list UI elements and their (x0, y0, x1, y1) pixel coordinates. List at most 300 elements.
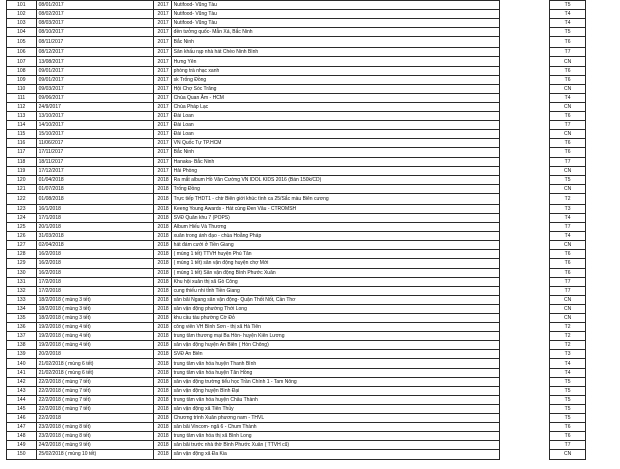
spacer-cell (500, 241, 550, 250)
table-row (7, 102, 586, 111)
spacer-cell (500, 414, 550, 423)
table-row (7, 19, 586, 28)
year-cell: 2018 (154, 432, 171, 441)
spacer-cell (500, 166, 550, 175)
venue-cell: sk Trống Đồng (171, 75, 499, 84)
spacer-cell (500, 441, 550, 450)
table-row (7, 304, 586, 313)
spacer-cell (500, 48, 550, 57)
weekday-cell: CN (550, 130, 586, 139)
weekday-cell: T5 (550, 175, 586, 184)
date-cell: 01/07/2018 (36, 184, 154, 193)
row-number-cell: 112 (7, 102, 37, 111)
date-cell: 02/04/2018 (36, 241, 154, 250)
venue-cell: Ra mắt album Hồ Văn Cường VN IDOL KIDS 2016 (Bán 150k/CD) (171, 175, 499, 184)
date-cell: 18/2/2018 ( mùng 3 tết) (36, 314, 154, 323)
spacer-cell (500, 130, 550, 139)
weekday-cell: T6 (550, 66, 586, 75)
year-cell: 2017 (154, 148, 171, 157)
date-cell: 19/2/2018 ( mùng 4 tết) (36, 341, 154, 350)
year-cell: 2018 (154, 441, 171, 450)
table-row (7, 48, 586, 57)
year-cell: 2017 (154, 157, 171, 166)
table-row (7, 139, 586, 148)
venue-cell: sân vận động xã Tiên Thủy (171, 404, 499, 413)
table-row (7, 37, 586, 48)
year-cell: 2017 (154, 166, 171, 175)
row-number-cell: 113 (7, 112, 37, 121)
row-number-cell: 149 (7, 441, 37, 450)
row-number-cell: 122 (7, 193, 37, 204)
year-cell: 2018 (154, 341, 171, 350)
date-cell: 15/10/2017 (36, 130, 154, 139)
year-cell: 2017 (154, 84, 171, 93)
venue-cell: phòng trà nhạc xanh (171, 66, 499, 75)
spacer-cell (500, 75, 550, 84)
year-cell: 2017 (154, 19, 171, 28)
venue-cell: Đài Loan (171, 112, 499, 121)
year-cell: 2018 (154, 404, 171, 413)
row-number-cell: 137 (7, 332, 37, 341)
weekday-cell: T2 (550, 323, 586, 332)
spacer-cell (500, 28, 550, 37)
date-cell: 16/2/2018 (36, 268, 154, 277)
row-number-cell: 138 (7, 341, 37, 350)
year-cell: 2018 (154, 304, 171, 313)
year-cell: 2017 (154, 75, 171, 84)
row-number-cell: 134 (7, 304, 37, 313)
year-cell: 2018 (154, 250, 171, 259)
spacer-cell (500, 232, 550, 241)
table-row (7, 175, 586, 184)
row-number-cell: 124 (7, 213, 37, 222)
table-row (7, 386, 586, 395)
weekday-cell: T2 (550, 332, 586, 341)
date-cell: 19/2/2018 ( mùng 4 tết) (36, 332, 154, 341)
table-row (7, 286, 586, 295)
table-row (7, 10, 586, 19)
venue-cell: Album Hiếu Và Thương (171, 223, 499, 232)
date-cell: 16/2/2018 (36, 259, 154, 268)
date-cell: 24/2/2018 ( mùng 9 tết) (36, 441, 154, 450)
year-cell: 2017 (154, 121, 171, 130)
row-number-cell: 142 (7, 377, 37, 386)
date-cell: 22/2/2018 ( mùng 7 tết) (36, 395, 154, 404)
weekday-cell: CN (550, 184, 586, 193)
table-row (7, 1, 586, 10)
spacer-cell (500, 332, 550, 341)
spacer-cell (500, 223, 550, 232)
table-row (7, 395, 586, 404)
venue-cell: Bắc Ninh (171, 148, 499, 157)
spacer-cell (500, 314, 550, 323)
row-number-cell: 136 (7, 323, 37, 332)
table-row (7, 377, 586, 386)
year-cell: 2018 (154, 204, 171, 213)
venue-cell: Trực tiếp THDT1 - chtr Biên giới khúc tình ca 25/Sắc màu Biên cương (171, 193, 499, 204)
row-number-cell: 114 (7, 121, 37, 130)
row-number-cell: 144 (7, 395, 37, 404)
row-number-cell: 119 (7, 166, 37, 175)
spacer-cell (500, 395, 550, 404)
weekday-cell: T4 (550, 232, 586, 241)
row-number-cell: 148 (7, 432, 37, 441)
row-number-cell: 110 (7, 84, 37, 93)
venue-cell: Nutifood- Vũng Tàu (171, 19, 499, 28)
year-cell: 2017 (154, 10, 171, 19)
weekday-cell: CN (550, 102, 586, 111)
spacer-cell (500, 404, 550, 413)
table-row (7, 432, 586, 441)
spacer-cell (500, 19, 550, 28)
date-cell: 17/11/2017 (36, 148, 154, 157)
spacer-cell (500, 102, 550, 111)
venue-cell: ( mùng 1 tết) TTVH huyện Phú Tân (171, 250, 499, 259)
spacer-cell (500, 139, 550, 148)
year-cell: 2018 (154, 350, 171, 359)
table-row (7, 93, 586, 102)
row-number-cell: 127 (7, 241, 37, 250)
table-row (7, 259, 586, 268)
spacer-cell (500, 250, 550, 259)
table-row (7, 232, 586, 241)
date-cell: 18/11/2017 (36, 157, 154, 166)
weekday-cell: T2 (550, 341, 586, 350)
table-row (7, 57, 586, 66)
spacer-cell (500, 10, 550, 19)
venue-cell: Hanaka- Bắc Ninh (171, 157, 499, 166)
table-row (7, 450, 586, 459)
spacer-cell (500, 386, 550, 395)
weekday-cell: CN (550, 304, 586, 313)
venue-cell: Hội Chợ Sóc Trăng (171, 84, 499, 93)
year-cell: 2018 (154, 395, 171, 404)
weekday-cell: T6 (550, 268, 586, 277)
weekday-cell: T6 (550, 259, 586, 268)
table-row (7, 66, 586, 75)
spacer-cell (500, 377, 550, 386)
weekday-cell: T4 (550, 368, 586, 377)
table-row (7, 295, 586, 304)
venue-cell: Đài Loan (171, 130, 499, 139)
date-cell: 08/02/2017 (36, 10, 154, 19)
venue-cell: Bắc Ninh (171, 37, 499, 48)
table-row (7, 368, 586, 377)
venue-cell: Hưng Yên (171, 57, 499, 66)
venue-cell: SVĐ Quân khu 7 (POPS) (171, 213, 499, 222)
date-cell: 31/03/2018 (36, 232, 154, 241)
table-row (7, 213, 586, 222)
table-row (7, 166, 586, 175)
date-cell: 20/2/2018 (36, 350, 154, 359)
date-cell: 08/03/2017 (36, 19, 154, 28)
table-row (7, 148, 586, 157)
weekday-cell: T3 (550, 350, 586, 359)
table-row (7, 268, 586, 277)
spacer-cell (500, 213, 550, 222)
date-cell: 13/10/2017 (36, 112, 154, 121)
table-row (7, 223, 586, 232)
date-cell: 16/2/2018 (36, 250, 154, 259)
venue-cell: sân bãi Vincom- ngã 6 - Chum Thành (171, 423, 499, 432)
venue-cell: Nutifood- Vũng Tàu (171, 1, 499, 10)
venue-cell: sân bãi trước nhà thờ Bình Phước Xuân ( TTVH cũ) (171, 441, 499, 450)
weekday-cell: T6 (550, 148, 586, 157)
weekday-cell: T7 (550, 157, 586, 166)
spacer-cell (500, 368, 550, 377)
spacer-cell (500, 259, 550, 268)
spacer-cell (500, 277, 550, 286)
row-number-cell: 108 (7, 66, 37, 75)
date-cell: 08/12/2017 (36, 48, 154, 57)
row-number-cell: 118 (7, 157, 37, 166)
year-cell: 2018 (154, 286, 171, 295)
venue-cell: Keeng Young Awards - Hát cùng Đen Vâu - CTROMSH (171, 204, 499, 213)
weekday-cell: T7 (550, 121, 586, 130)
row-number-cell: 128 (7, 250, 37, 259)
weekday-cell: T4 (550, 93, 586, 102)
spacer-cell (500, 157, 550, 166)
row-number-cell: 120 (7, 175, 37, 184)
date-cell: 14/10/2017 (36, 121, 154, 130)
row-number-cell: 132 (7, 286, 37, 295)
date-cell: 17/1/2018 (36, 213, 154, 222)
weekday-cell: T7 (550, 48, 586, 57)
table-row (7, 157, 586, 166)
year-cell: 2017 (154, 28, 171, 37)
spacer-cell (500, 204, 550, 213)
row-number-cell: 121 (7, 184, 37, 193)
weekday-cell: T6 (550, 139, 586, 148)
venue-cell: Hải Phòng (171, 166, 499, 175)
weekday-cell: CN (550, 57, 586, 66)
row-number-cell: 130 (7, 268, 37, 277)
venue-cell: ( mùng 1 tết) Sân vận động Bình Phước Xuân (171, 268, 499, 277)
row-number-cell: 140 (7, 359, 37, 368)
date-cell: 17/2/2018 (36, 277, 154, 286)
year-cell: 2018 (154, 213, 171, 222)
spacer-cell (500, 66, 550, 75)
weekday-cell: T5 (550, 377, 586, 386)
table-body (7, 1, 586, 460)
table-row (7, 404, 586, 413)
weekday-cell: CN (550, 314, 586, 323)
venue-cell: Chùa Quan Âm - HCM (171, 93, 499, 102)
weekday-cell: T7 (550, 223, 586, 232)
spacer-cell (500, 57, 550, 66)
date-cell: 18/2/2018 ( mùng 3 tết) (36, 295, 154, 304)
performance-schedule-table (6, 0, 586, 460)
weekday-cell: T6 (550, 37, 586, 48)
table-row (7, 130, 586, 139)
weekday-cell: T5 (550, 386, 586, 395)
year-cell: 2017 (154, 48, 171, 57)
weekday-cell: T5 (550, 395, 586, 404)
row-number-cell: 143 (7, 386, 37, 395)
weekday-cell: CN (550, 84, 586, 93)
table-row (7, 204, 586, 213)
year-cell: 2018 (154, 323, 171, 332)
year-cell: 2018 (154, 193, 171, 204)
row-number-cell: 126 (7, 232, 37, 241)
year-cell: 2017 (154, 37, 171, 48)
year-cell: 2018 (154, 223, 171, 232)
spacer-cell (500, 268, 550, 277)
row-number-cell: 150 (7, 450, 37, 459)
date-cell: 17/2/2018 (36, 286, 154, 295)
venue-cell: Trống Đồng (171, 184, 499, 193)
table-row (7, 193, 586, 204)
venue-cell: SVĐ An Biên (171, 350, 499, 359)
venue-cell: cung thiếu nhi tỉnh Tiền Giang (171, 286, 499, 295)
venue-cell: Chùa Pháp Lạc (171, 102, 499, 111)
weekday-cell: T3 (550, 204, 586, 213)
weekday-cell: T7 (550, 286, 586, 295)
year-cell: 2018 (154, 175, 171, 184)
table-row (7, 423, 586, 432)
weekday-cell: T5 (550, 28, 586, 37)
row-number-cell: 104 (7, 28, 37, 37)
spacer-cell (500, 84, 550, 93)
spacer-cell (500, 359, 550, 368)
spacer-cell (500, 112, 550, 121)
venue-cell: trung tâm văn hóa huyện Thanh Bình (171, 359, 499, 368)
date-cell: 19/2/2018 ( mùng 4 tết) (36, 323, 154, 332)
year-cell: 2017 (154, 1, 171, 10)
date-cell: 22/2/2018 ( mùng 7 tết) (36, 386, 154, 395)
row-number-cell: 103 (7, 19, 37, 28)
date-cell: 24/9/2017 (36, 102, 154, 111)
weekday-cell: T5 (550, 404, 586, 413)
venue-cell: Chương trình Xuân phương nam - THVL (171, 414, 499, 423)
venue-cell: trung tâm văn hóa huyện Châu Thành (171, 395, 499, 404)
weekday-cell: CN (550, 450, 586, 459)
year-cell: 2018 (154, 368, 171, 377)
date-cell: 08/10/2017 (36, 28, 154, 37)
year-cell: 2018 (154, 359, 171, 368)
row-number-cell: 109 (7, 75, 37, 84)
venue-cell: sân bãi Ngang sân vận động- Quận Thốt Nốt, Cần Thơ (171, 295, 499, 304)
date-cell: 23/2/2018 ( mùng 8 tết) (36, 423, 154, 432)
date-cell: 09/01/2017 (36, 75, 154, 84)
weekday-cell: T6 (550, 112, 586, 121)
year-cell: 2018 (154, 332, 171, 341)
venue-cell: VN Quốc Tự TP.HCM (171, 139, 499, 148)
date-cell: 22/2/2018 ( mùng 7 tết) (36, 404, 154, 413)
year-cell: 2018 (154, 184, 171, 193)
year-cell: 2018 (154, 314, 171, 323)
venue-cell: đền tưởng quốc- Mẫn Xá, Bắc Ninh (171, 28, 499, 37)
table-row (7, 250, 586, 259)
weekday-cell: T4 (550, 359, 586, 368)
venue-cell: Sân khấu rạp nhà hát Chèo Ninh Bình (171, 48, 499, 57)
table-row (7, 314, 586, 323)
row-number-cell: 101 (7, 1, 37, 10)
table-row (7, 241, 586, 250)
date-cell: 16/1/2018 (36, 204, 154, 213)
row-number-cell: 115 (7, 130, 37, 139)
weekday-cell: T6 (550, 423, 586, 432)
venue-cell: công viên VH Bình Sơn - thị xã Hà Tiên (171, 323, 499, 332)
weekday-cell: T6 (550, 432, 586, 441)
year-cell: 2018 (154, 241, 171, 250)
table-row (7, 441, 586, 450)
spacer-cell (500, 341, 550, 350)
date-cell: 21/02/2018 ( mùng 6 tết) (36, 359, 154, 368)
table-row (7, 414, 586, 423)
row-number-cell: 141 (7, 368, 37, 377)
table-row (7, 28, 586, 37)
weekday-cell: T6 (550, 75, 586, 84)
year-cell: 2018 (154, 386, 171, 395)
table-row (7, 341, 586, 350)
venue-cell: trung tâm thương mại Ba Hòn- huyện Kiên Lương (171, 332, 499, 341)
table-row (7, 359, 586, 368)
row-number-cell: 117 (7, 148, 37, 157)
date-cell: 22/2/2018 (36, 414, 154, 423)
date-cell: 25/02/2018 ( mùng 10 tết) (36, 450, 154, 459)
date-cell: 09/06/2017 (36, 93, 154, 102)
row-number-cell: 107 (7, 57, 37, 66)
weekday-cell: CN (550, 295, 586, 304)
year-cell: 2017 (154, 102, 171, 111)
venue-cell: trung tâm văn hóa thị xã Bình Long (171, 432, 499, 441)
year-cell: 2017 (154, 112, 171, 121)
year-cell: 2017 (154, 130, 171, 139)
date-cell: 22/2/2018 ( mùng 7 tết) (36, 377, 154, 386)
spacer-cell (500, 121, 550, 130)
date-cell: 08/01/2017 (36, 1, 154, 10)
date-cell: 09/01/2017 (36, 66, 154, 75)
date-cell: 21/02/2018 ( mùng 6 tết) (36, 368, 154, 377)
weekday-cell: T4 (550, 213, 586, 222)
date-cell: 23/2/2018 ( mùng 8 tết) (36, 432, 154, 441)
weekday-cell: T6 (550, 250, 586, 259)
year-cell: 2018 (154, 277, 171, 286)
spacer-cell (500, 450, 550, 459)
date-cell: 01/08/2018 (36, 193, 154, 204)
venue-cell: sân vận động huyện Bình Đại (171, 386, 499, 395)
table-row (7, 332, 586, 341)
venue-cell: trung tâm văn hóa huyện Tân Hồng (171, 368, 499, 377)
spacer-cell (500, 323, 550, 332)
date-cell: 13/08/2017 (36, 57, 154, 66)
row-number-cell: 116 (7, 139, 37, 148)
weekday-cell: T4 (550, 10, 586, 19)
row-number-cell: 133 (7, 295, 37, 304)
spacer-cell (500, 148, 550, 157)
venue-cell: xuân trong ánh đạo - chùa Hoằng Pháp (171, 232, 499, 241)
date-cell: 09/03/2017 (36, 84, 154, 93)
year-cell: 2018 (154, 232, 171, 241)
venue-cell: sân vận động huyện An Biên ( Hòn Chông) (171, 341, 499, 350)
table-row (7, 184, 586, 193)
row-number-cell: 147 (7, 423, 37, 432)
venue-cell: sân vận động trường tiểu học Trần Chính 1 - Tam Nông (171, 377, 499, 386)
year-cell: 2018 (154, 259, 171, 268)
row-number-cell: 139 (7, 350, 37, 359)
spacer-cell (500, 286, 550, 295)
venue-cell: ( mùng 1 tết) sân vận động huyện chợ Mới (171, 259, 499, 268)
spacer-cell (500, 295, 550, 304)
row-number-cell: 135 (7, 314, 37, 323)
venue-cell: hát đám cưới ở Tiền Giang (171, 241, 499, 250)
year-cell: 2017 (154, 93, 171, 102)
venue-cell: khu cầu tàu phường Cờ Đỏ (171, 314, 499, 323)
date-cell: 18/2/2018 ( mùng 3 tết) (36, 304, 154, 313)
spacer-cell (500, 432, 550, 441)
spacer-cell (500, 193, 550, 204)
